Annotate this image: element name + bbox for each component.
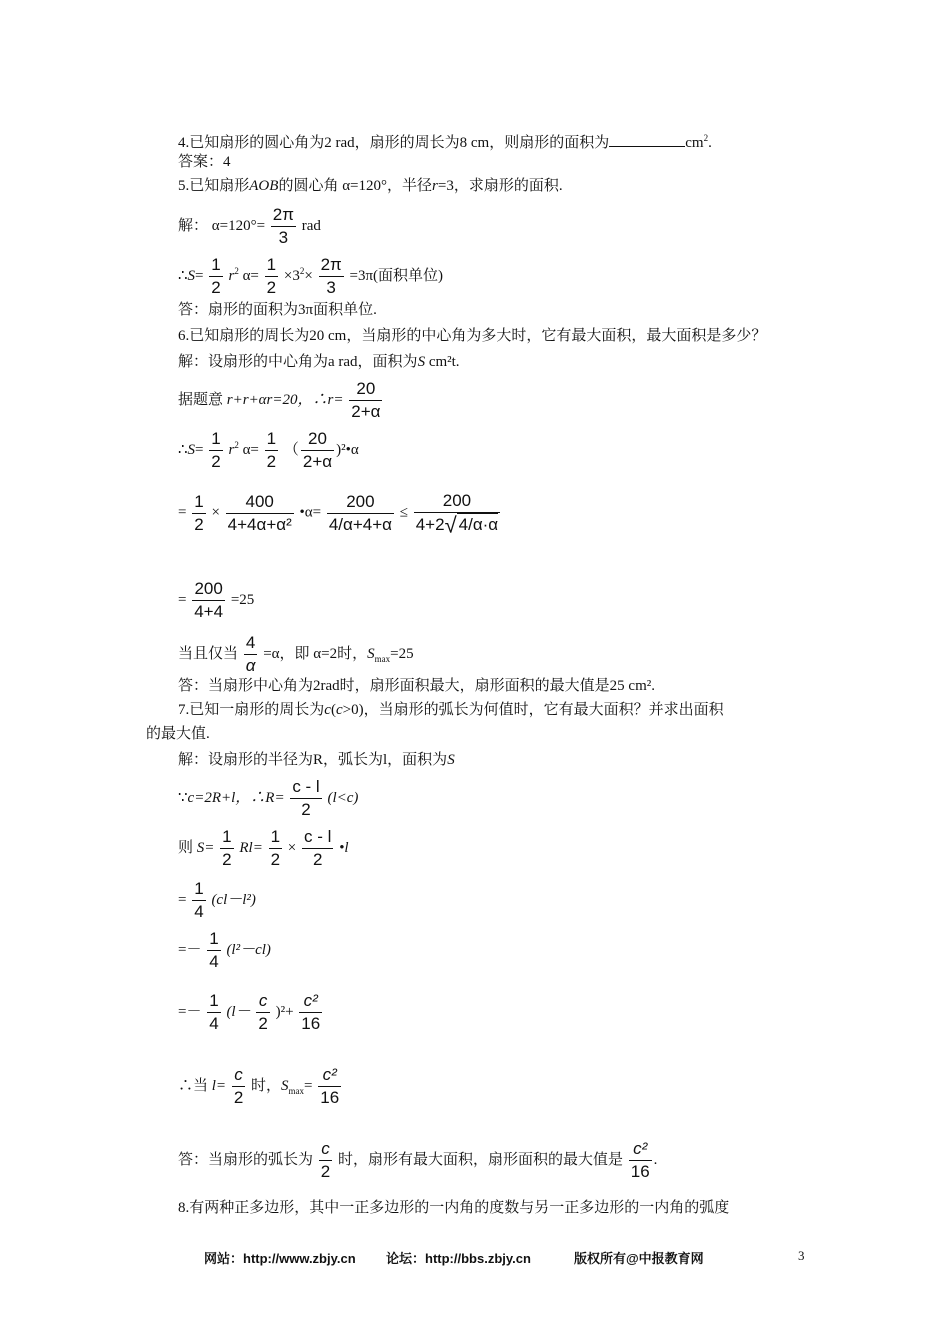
footer-copyright: 版权所有@中报教育网 <box>574 1251 704 1266</box>
frac-den: 2 <box>222 850 232 869</box>
q6-sol6-prefix: 当且仅当 <box>178 645 239 662</box>
frac-num: 1 <box>266 429 277 448</box>
frac-den: 2 <box>320 1162 331 1181</box>
q5-solution-1 <box>178 204 321 249</box>
fraction <box>220 826 233 871</box>
den-pre: 4+2 <box>415 515 445 534</box>
var-c: c <box>324 702 331 718</box>
frac-den: 4/α+4+α <box>328 514 392 534</box>
leq: ≤ <box>399 504 408 521</box>
frac-num: 1 <box>209 929 219 948</box>
q4-answer: 答案：4 <box>178 154 231 170</box>
paren: ( <box>330 702 336 718</box>
frac-num: c - l <box>292 777 320 796</box>
q7-answer-tail: . <box>653 1151 658 1168</box>
frac-den: 3 <box>319 276 344 299</box>
frac-num: 200 <box>442 491 472 510</box>
frac-den: 2 <box>211 452 221 471</box>
frac-num: 1 <box>266 255 277 274</box>
q6-solution-2 <box>178 378 384 423</box>
max-subscript: max <box>374 653 391 664</box>
q7-sol5-tail: (l²－cl) <box>226 941 271 958</box>
fraction <box>301 428 334 473</box>
answer-blank <box>609 134 685 147</box>
q6-sol2-expr: r+r+αr=20，∴r= <box>226 391 344 408</box>
q4-line: 4.已知扇形的圆心角为2 rad，扇形的周长为8 cm，则扇形的面积为 $cm^2$. <box>178 133 712 151</box>
q7-sol6-mid: (l－ <box>226 1003 251 1020</box>
frac-num: 1 <box>222 827 232 846</box>
q7-line-2: 的最大值. <box>146 726 210 742</box>
alpha-eq: α= <box>242 267 259 284</box>
frac-num: 1 <box>211 255 221 274</box>
fraction <box>290 776 321 821</box>
var-s: S= <box>196 839 215 856</box>
q6-line: 6.已知扇形的周长为20 cm，当扇形的中心角为多大时，它有最大面积，最大面积是多少？ <box>178 328 767 344</box>
q7-sol2-tail: (l<c) <box>327 789 359 806</box>
frac-den: 2 <box>302 848 333 871</box>
frac-den: 2+α <box>302 452 333 471</box>
frac-num: c <box>234 1065 243 1084</box>
equals: = <box>178 504 187 521</box>
frac-den: 4+2√ 4/α·α <box>415 512 499 538</box>
q7-solution-7 <box>178 1064 343 1109</box>
fraction <box>349 378 382 423</box>
fraction <box>269 826 282 871</box>
q6-sol6-end: =25 <box>390 645 414 662</box>
q7-answer-mid: 时，扇形有最大面积，扇形面积的最大值是 <box>337 1151 623 1168</box>
var-r: r <box>228 267 235 284</box>
frac-den: 3 <box>271 226 296 249</box>
frac-den: 16 <box>320 1088 340 1107</box>
var-s: S <box>417 354 426 370</box>
times: × <box>304 267 313 284</box>
fraction <box>302 826 333 871</box>
fraction <box>207 928 220 973</box>
equals: = <box>195 441 204 458</box>
fraction <box>319 1138 332 1183</box>
fraction <box>226 491 294 536</box>
q5-sol1-tail: rad <box>301 217 321 234</box>
fraction <box>265 428 278 473</box>
fraction <box>192 491 205 536</box>
frac-den: 4+4α+α² <box>227 514 292 534</box>
q5-solution-2: ∴S= $\frac{1}{2}$ $r^2$ α= $\frac{1}{2}$ $\times 3^2\times$ $\frac{2\pi}{3}$ =3π(面积单位) <box>178 255 444 297</box>
fraction <box>209 254 222 299</box>
q7-sol7-mid: 时， <box>251 1077 282 1094</box>
fraction <box>244 632 258 677</box>
q7-line1: 7.已知一扇形的周长为 <box>178 702 325 718</box>
equals: = <box>195 267 204 284</box>
q4-text: 4.已知扇形的圆心角为2 rad，扇形的周长为8 cm，则扇形的面积为 <box>178 135 610 151</box>
max-subscript: max <box>288 1085 305 1096</box>
q6-sol6-tail: =α，即 α=2时， <box>263 645 368 662</box>
frac-den: 16 <box>630 1162 650 1181</box>
frac-den: 2 <box>233 1088 244 1107</box>
q4-unit: cm <box>685 135 704 151</box>
var-s: S <box>281 1077 289 1094</box>
q5-sol2-tail: =3π(面积单位) <box>349 267 444 284</box>
times: × <box>211 504 220 521</box>
q7-sol7-prefix: ∴当 <box>178 1077 209 1094</box>
q6-sol3-tail: )²•α <box>336 441 359 458</box>
equals: = <box>178 591 187 608</box>
alpha-eq: α= <box>242 441 259 458</box>
times: × <box>287 839 297 856</box>
fraction <box>232 1064 245 1109</box>
q7-line-1 <box>178 700 724 720</box>
frac-den: 4+4 <box>194 602 224 621</box>
q7-sol3-tail: •l <box>339 839 349 856</box>
fraction <box>271 204 296 249</box>
q7-solution-3 <box>178 826 349 871</box>
frac-den: 16 <box>301 1014 321 1033</box>
var-l: l= <box>211 1077 227 1094</box>
q5-r: r <box>432 178 438 194</box>
q5-answer: 答：扇形的面积为3π面积单位. <box>178 302 377 318</box>
q5-prefix: 5.已知扇形 <box>178 178 250 194</box>
q7-rl: Rl= <box>239 839 263 856</box>
frac-den: 2 <box>270 850 281 869</box>
frac-den: 2 <box>194 514 204 534</box>
q5-aob: AOB <box>249 178 279 194</box>
fraction <box>207 990 220 1035</box>
frac-num: 400 <box>245 491 274 511</box>
q7-solution-6 <box>178 990 324 1035</box>
q4-tail: . <box>708 135 712 151</box>
fraction <box>318 1064 341 1109</box>
fraction <box>192 878 205 923</box>
frac-den: 4 <box>194 902 204 921</box>
frac-num: 2π <box>272 205 294 224</box>
therefore-symbol: ∴ <box>178 441 188 458</box>
frac-num: c - l <box>304 827 332 846</box>
frac-num: c² <box>633 1139 648 1158</box>
fraction <box>265 254 278 299</box>
var-s: S <box>367 645 375 662</box>
q5-sol1-prefix: 解： α=120°= <box>178 217 266 234</box>
frac-num: 4 <box>245 633 256 652</box>
q5-tail: =3，求扇形的面积. <box>437 178 563 194</box>
q6-solution-1 <box>178 352 460 372</box>
frac-num: 2π <box>320 255 342 274</box>
q7-sol2-expr: c=2R+l，∴R= <box>187 789 285 806</box>
fraction <box>629 1138 652 1183</box>
dot-alpha: •α= <box>299 504 322 521</box>
page-number: 3 <box>798 1248 805 1263</box>
fraction <box>209 428 222 473</box>
frac-num: 200 <box>346 491 375 511</box>
footer-forum-link[interactable]: 论坛：http://bbs.zbjy.cn <box>386 1251 531 1266</box>
frac-den: 2 <box>290 798 321 821</box>
var-s: S <box>187 267 196 284</box>
frac-den: 4 <box>209 1014 219 1033</box>
fraction <box>319 254 344 299</box>
frac-num: 1 <box>194 491 204 511</box>
frac-num: 20 <box>356 379 376 398</box>
fraction <box>414 490 500 537</box>
fraction <box>299 990 322 1035</box>
fraction <box>256 990 269 1035</box>
because-symbol: ∵ <box>178 789 188 806</box>
q7-solution-2 <box>178 776 358 821</box>
q7-sol4-tail: (cl－l²) <box>211 891 256 908</box>
q6-sol2-prefix: 据题意 <box>178 391 224 408</box>
q7-sol6-mid2: )²+ <box>275 1003 294 1020</box>
equals: = <box>304 1077 313 1094</box>
q7-solution-4 <box>178 878 256 923</box>
frac-den: 2 <box>211 278 221 297</box>
frac-den: 2 <box>258 1014 268 1033</box>
frac-num: c <box>321 1139 330 1158</box>
sqrt-body: 4/α·α <box>458 515 499 534</box>
therefore-symbol: ∴ <box>178 267 188 284</box>
q6-solution-4 <box>178 490 502 537</box>
q5-mid: 的圆心角 α=120°，半径 <box>278 178 433 194</box>
frac-den: 4 <box>209 952 219 971</box>
frac-num: c <box>258 991 268 1010</box>
frac-num: 1 <box>194 879 204 898</box>
q6-sol5-tail: =25 <box>230 591 255 608</box>
q5-line <box>178 176 563 196</box>
footer-site-link[interactable]: 网站：http://www.zbjy.cn <box>204 1251 356 1266</box>
q6-sol1-tail: cm²t. <box>428 354 460 370</box>
fraction <box>192 578 225 623</box>
q7-sol3-prefix: 则 <box>178 839 194 856</box>
var-c: c <box>335 702 343 718</box>
q6-answer: 答：当扇形中心角为2rad时，扇形面积最大，扇形面积的最大值是25 cm². <box>178 678 655 694</box>
q7-solution-5 <box>178 928 271 973</box>
fraction <box>327 491 394 536</box>
var-s: S <box>187 441 196 458</box>
frac-num: 200 <box>194 579 223 598</box>
frac-den: α <box>245 656 256 675</box>
frac-num: c² <box>322 1065 337 1084</box>
q7-sol1: 解：设扇形的半径为R，弧长为l，面积为 <box>178 752 448 768</box>
q6-solution-5 <box>178 578 254 623</box>
frac-den: 2+α <box>351 402 381 421</box>
var-r: r <box>228 441 235 458</box>
frac-num: c² <box>303 991 318 1010</box>
q7-answer-prefix: 答：当扇形的弧长为 <box>178 1151 314 1168</box>
q8-line: 8.有两种正多边形，其中一正多边形的一内角的度数与另一正多边形的一内角的弧度 <box>178 1200 730 1216</box>
frac-num: 1 <box>270 827 281 846</box>
frac-num: 20 <box>308 429 327 448</box>
q6-solution-6 <box>178 632 414 677</box>
q6-sol1: 解：设扇形的中心角为a rad，面积为 <box>178 354 418 370</box>
minus: =－ <box>178 1003 202 1020</box>
q6-solution-3: ∴S= $\frac{1}{2}$ $r^2$ α= $\frac{1}{2}$ （ $\frac{20}{2+\alpha}$ )²•α <box>178 429 359 471</box>
frac-den: 2 <box>266 452 277 471</box>
var-s: S <box>447 752 455 768</box>
q7-line1c: >0)，当扇形的弧长为何值时，它有最大面积？并求出面积 <box>342 702 724 718</box>
minus: =－ <box>178 941 202 958</box>
q7-solution-1 <box>178 750 455 770</box>
frac-den: 2 <box>266 278 277 297</box>
frac-num: 1 <box>211 429 221 448</box>
frac-num: 1 <box>209 991 219 1010</box>
q7-answer <box>178 1138 657 1183</box>
equals: = <box>178 891 187 908</box>
times-three: ×3 <box>283 267 300 284</box>
